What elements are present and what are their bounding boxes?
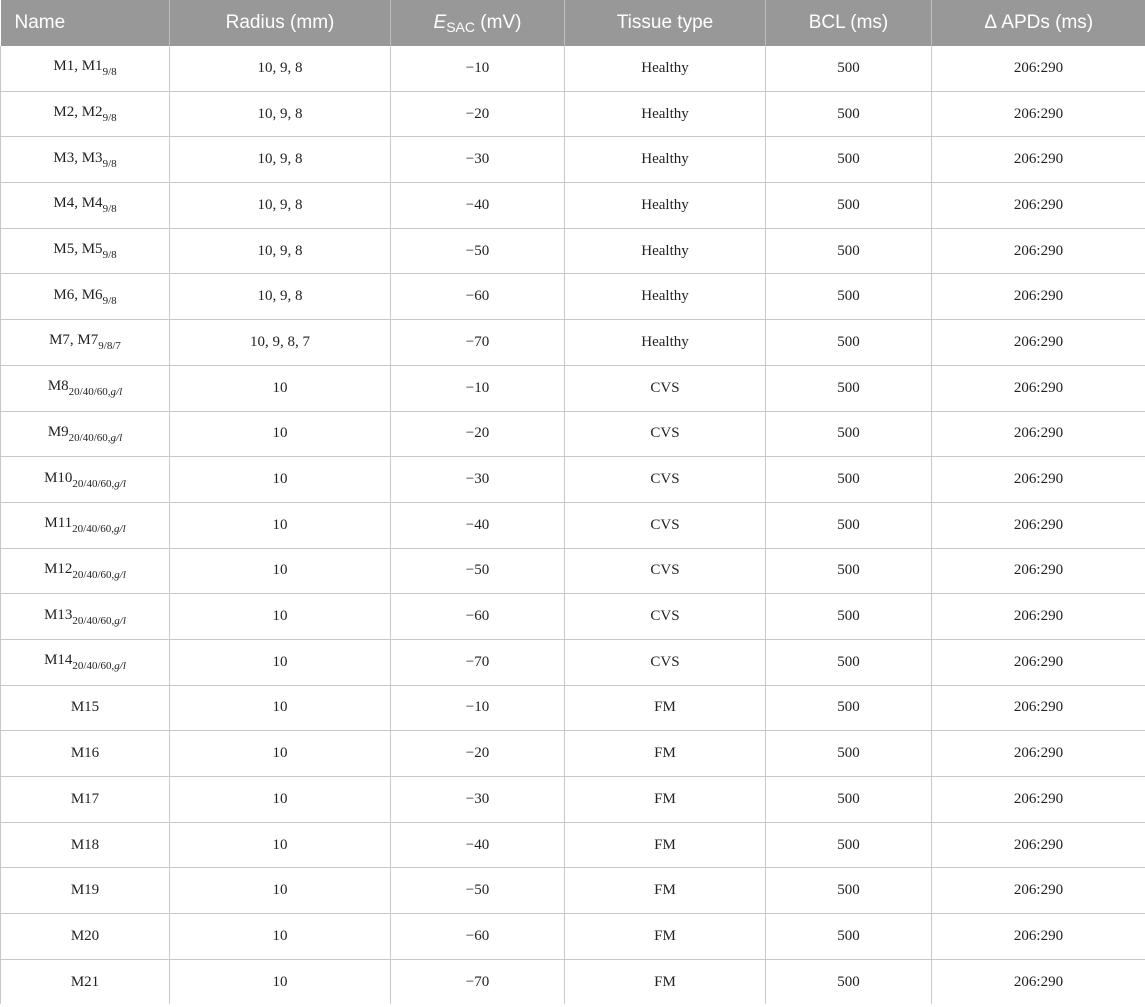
cell-esac: −20 (391, 91, 565, 137)
cell-bcl: 500 (766, 91, 932, 137)
model-name-subscript-modifier: g/l (110, 386, 123, 399)
cell-delta-apds: 206:290 (932, 411, 1145, 457)
cell-name (1, 548, 170, 594)
table-row (1, 548, 1145, 594)
model-name-subscript (98, 340, 121, 352)
cell-tissue-type: Healthy (565, 183, 766, 229)
model-name-subscript (103, 158, 117, 170)
model-name-subscript-variants: 20/40/60, (72, 614, 115, 627)
cell-name (1, 594, 170, 640)
cell-name (1, 457, 170, 503)
cell-radius: 10 (170, 685, 391, 731)
model-name-subscript-variants: 20/40/60, (68, 431, 111, 444)
cell-esac: −10 (391, 46, 565, 91)
cell-radius: 10 (170, 868, 391, 914)
header-name: Name (1, 0, 170, 46)
model-name-subscript-modifier: g/l (114, 568, 126, 581)
model-name: M20 (70, 927, 100, 944)
model-name-subscript-variants: 20/40/60, (72, 477, 115, 490)
cell-bcl: 500 (766, 457, 932, 503)
cell-tissue-type: FM (565, 959, 766, 1004)
cell-delta-apds: 206:290 (932, 457, 1145, 503)
cell-tissue-type: CVS (565, 639, 766, 685)
model-name: M15 (70, 699, 100, 716)
model-name-subscript (103, 295, 117, 307)
cell-tissue-type: Healthy (565, 91, 766, 137)
cell-radius: 10 (170, 411, 391, 457)
table-body (1, 46, 1145, 1004)
model-name-subscript-variants: 9/8 (102, 294, 117, 307)
cell-radius: 10 (170, 777, 391, 823)
cell-bcl: 500 (766, 914, 932, 960)
model-name: M9 (47, 423, 69, 440)
cell-tissue-type: CVS (565, 594, 766, 640)
cell-delta-apds: 206:290 (932, 731, 1145, 777)
table-row (1, 411, 1145, 457)
cell-esac: −40 (391, 502, 565, 548)
model-name: M16 (70, 745, 100, 762)
table-row (1, 868, 1145, 914)
header-esac-symbol: E (433, 11, 447, 33)
cell-radius: 10 (170, 365, 391, 411)
cell-bcl: 500 (766, 731, 932, 777)
cell-tissue-type: CVS (565, 548, 766, 594)
table-row (1, 183, 1145, 229)
cell-bcl: 500 (766, 137, 932, 183)
model-name: M3, M3 (53, 149, 103, 166)
cell-tissue-type: CVS (565, 457, 766, 503)
cell-name (1, 914, 170, 960)
model-name-subscript-variants: 9/8 (102, 249, 117, 262)
model-name: M5, M5 (53, 241, 103, 258)
cell-name (1, 411, 170, 457)
cell-name (1, 137, 170, 183)
model-name-subscript (103, 249, 117, 261)
cell-delta-apds: 206:290 (932, 548, 1145, 594)
cell-esac: −40 (391, 183, 565, 229)
model-name-subscript-variants: 20/40/60, (72, 523, 115, 536)
model-name-subscript-variants: 9/8 (102, 66, 117, 79)
model-name-subscript-variants: 20/40/60, (68, 386, 111, 399)
model-name-subscript (72, 615, 126, 627)
cell-delta-apds: 206:290 (932, 137, 1145, 183)
header-esac-unit: (mV) (475, 11, 522, 33)
cell-bcl: 500 (766, 502, 932, 548)
table-row (1, 320, 1145, 366)
cell-radius: 10 (170, 639, 391, 685)
cell-bcl: 500 (766, 411, 932, 457)
model-name-subscript (69, 432, 123, 444)
cell-esac: −40 (391, 822, 565, 868)
cell-esac: −70 (391, 639, 565, 685)
cell-bcl: 500 (766, 822, 932, 868)
cell-delta-apds: 206:290 (932, 685, 1145, 731)
cell-name (1, 46, 170, 91)
cell-bcl: 500 (766, 685, 932, 731)
cell-radius: 10, 9, 8 (170, 91, 391, 137)
cell-tissue-type: FM (565, 731, 766, 777)
cell-bcl: 500 (766, 594, 932, 640)
table-row (1, 502, 1145, 548)
cell-name (1, 822, 170, 868)
cell-bcl: 500 (766, 868, 932, 914)
cell-delta-apds: 206:290 (932, 365, 1145, 411)
cell-name (1, 228, 170, 274)
table-row (1, 365, 1145, 411)
cell-radius: 10 (170, 594, 391, 640)
cell-name (1, 685, 170, 731)
model-name: M11 (44, 515, 73, 532)
cell-delta-apds: 206:290 (932, 274, 1145, 320)
model-name: M6, M6 (53, 286, 103, 303)
model-name-subscript (72, 478, 126, 490)
cell-esac: −50 (391, 548, 565, 594)
table-row (1, 777, 1145, 823)
cell-name (1, 777, 170, 823)
cell-name (1, 365, 170, 411)
cell-esac: −30 (391, 777, 565, 823)
cell-bcl: 500 (766, 639, 932, 685)
cell-tissue-type: Healthy (565, 320, 766, 366)
model-name-subscript-variants: 9/8 (102, 112, 117, 125)
cell-esac: −10 (391, 685, 565, 731)
cell-esac: −60 (391, 914, 565, 960)
model-name-subscript-modifier: g/l (114, 614, 126, 627)
cell-name (1, 868, 170, 914)
cell-radius: 10, 9, 8 (170, 137, 391, 183)
cell-tissue-type: FM (565, 914, 766, 960)
model-name-subscript (103, 112, 117, 124)
cell-bcl: 500 (766, 548, 932, 594)
model-name-subscript-variants: 20/40/60, (72, 660, 115, 673)
model-name: M14 (44, 652, 73, 669)
model-name-subscript (69, 386, 123, 398)
cell-bcl: 500 (766, 274, 932, 320)
cell-delta-apds: 206:290 (932, 502, 1145, 548)
cell-delta-apds: 206:290 (932, 777, 1145, 823)
model-name-subscript-variants: 20/40/60, (72, 568, 115, 581)
cell-tissue-type: FM (565, 868, 766, 914)
cell-bcl: 500 (766, 959, 932, 1004)
cell-delta-apds: 206:290 (932, 639, 1145, 685)
cell-name (1, 639, 170, 685)
cell-radius: 10, 9, 8 (170, 183, 391, 229)
cell-bcl: 500 (766, 777, 932, 823)
table-row (1, 91, 1145, 137)
cell-delta-apds: 206:290 (932, 959, 1145, 1004)
table-row (1, 959, 1145, 1004)
model-name: M4, M4 (53, 195, 103, 212)
cell-radius: 10 (170, 731, 391, 777)
model-name-subscript-modifier: g/l (114, 477, 126, 490)
cell-radius: 10 (170, 914, 391, 960)
cell-radius: 10, 9, 8 (170, 228, 391, 274)
cell-esac: −10 (391, 365, 565, 411)
model-name-subscript (72, 569, 126, 581)
table-row (1, 822, 1145, 868)
model-name-subscript-variants: 9/8 (102, 157, 117, 170)
model-name-subscript (103, 66, 117, 78)
cell-esac: −70 (391, 320, 565, 366)
cell-esac: −20 (391, 731, 565, 777)
cell-name (1, 183, 170, 229)
cell-radius: 10 (170, 822, 391, 868)
model-name-subscript (103, 203, 117, 215)
cell-tissue-type: FM (565, 777, 766, 823)
model-name: M1, M1 (53, 58, 103, 75)
table-row (1, 228, 1145, 274)
header-bcl: BCL (ms) (766, 0, 932, 46)
cell-name (1, 959, 170, 1004)
table-row (1, 685, 1145, 731)
model-name: M7, M7 (49, 332, 99, 349)
cell-tissue-type: FM (565, 685, 766, 731)
cell-tissue-type: Healthy (565, 228, 766, 274)
cell-name (1, 320, 170, 366)
cell-delta-apds: 206:290 (932, 46, 1145, 91)
model-name-subscript-modifier: g/l (114, 523, 126, 536)
table-row (1, 914, 1145, 960)
table-row (1, 274, 1145, 320)
cell-tissue-type: FM (565, 822, 766, 868)
cell-esac: −50 (391, 228, 565, 274)
cell-radius: 10 (170, 457, 391, 503)
cell-tissue-type: CVS (565, 411, 766, 457)
model-name-subscript-variants: 9/8 (102, 203, 117, 216)
cell-bcl: 500 (766, 228, 932, 274)
model-name: M21 (70, 973, 100, 990)
model-name-subscript (72, 660, 126, 672)
cell-bcl: 500 (766, 46, 932, 91)
header-row (1, 0, 1145, 46)
cell-esac: −70 (391, 959, 565, 1004)
cell-delta-apds: 206:290 (932, 183, 1145, 229)
cell-esac: −60 (391, 594, 565, 640)
cell-esac: −20 (391, 411, 565, 457)
header-radius: Radius (mm) (170, 0, 391, 46)
cell-delta-apds: 206:290 (932, 868, 1145, 914)
cell-esac: −50 (391, 868, 565, 914)
model-name-subscript-variants: 9/8/7 (98, 340, 121, 353)
cell-name (1, 731, 170, 777)
header-delta-apds: Δ APDs (ms) (932, 0, 1145, 46)
cell-name (1, 274, 170, 320)
cell-radius: 10, 9, 8 (170, 274, 391, 320)
model-name: M19 (70, 882, 100, 899)
cell-delta-apds: 206:290 (932, 320, 1145, 366)
header-tissue-type: Tissue type (565, 0, 766, 46)
cell-delta-apds: 206:290 (932, 594, 1145, 640)
table-row (1, 639, 1145, 685)
model-name-subscript (72, 523, 126, 535)
cell-radius: 10 (170, 502, 391, 548)
cell-esac: −30 (391, 457, 565, 503)
cell-tissue-type: CVS (565, 502, 766, 548)
table-header (1, 0, 1145, 46)
table-row (1, 731, 1145, 777)
model-name: M12 (44, 560, 73, 577)
cell-radius: 10, 9, 8, 7 (170, 320, 391, 366)
model-name: M10 (44, 469, 73, 486)
cell-bcl: 500 (766, 320, 932, 366)
cell-bcl: 500 (766, 183, 932, 229)
header-esac-subscript: SAC (446, 18, 476, 35)
table-row (1, 137, 1145, 183)
model-name-subscript-modifier: g/l (110, 431, 123, 444)
table-row (1, 457, 1145, 503)
model-name: M18 (70, 836, 100, 853)
cell-tissue-type: Healthy (565, 46, 766, 91)
cell-esac: −30 (391, 137, 565, 183)
cell-name (1, 502, 170, 548)
cell-name (1, 91, 170, 137)
header-esac (391, 0, 565, 46)
cell-delta-apds: 206:290 (932, 228, 1145, 274)
model-name: M13 (44, 606, 73, 623)
cell-delta-apds: 206:290 (932, 822, 1145, 868)
model-name-subscript-modifier: g/l (114, 660, 126, 673)
table-row (1, 594, 1145, 640)
model-name: M8 (47, 378, 69, 395)
cell-radius: 10 (170, 548, 391, 594)
cell-esac: −60 (391, 274, 565, 320)
table-row (1, 46, 1145, 91)
cell-radius: 10, 9, 8 (170, 46, 391, 91)
model-name: M17 (70, 790, 100, 807)
cell-radius: 10 (170, 959, 391, 1004)
cell-delta-apds: 206:290 (932, 914, 1145, 960)
cell-bcl: 500 (766, 365, 932, 411)
cell-delta-apds: 206:290 (932, 91, 1145, 137)
cell-tissue-type: CVS (565, 365, 766, 411)
model-name: M2, M2 (53, 104, 103, 121)
cell-tissue-type: Healthy (565, 137, 766, 183)
cell-tissue-type: Healthy (565, 274, 766, 320)
